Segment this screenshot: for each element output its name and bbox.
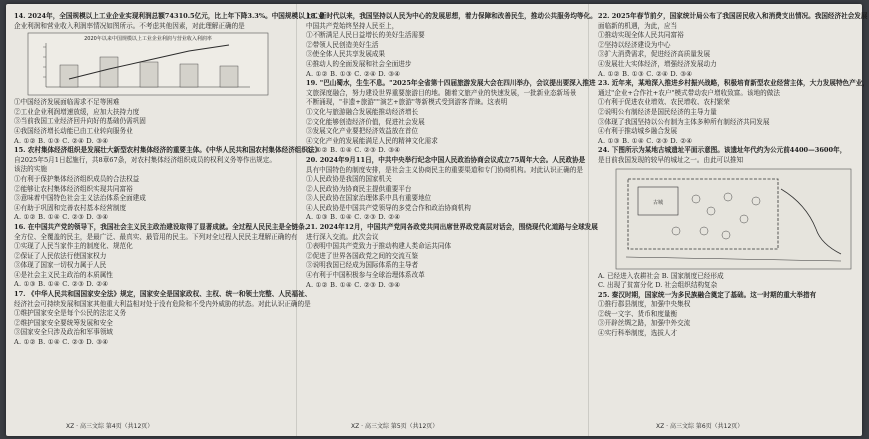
- question-stem: 20. 2024年9月11日，中共中央举行纪念中国人民政治协商会议成立75周年大会。人民政协是: [306, 155, 586, 164]
- question-stem: 24. 下图所示为某地古城遗址平面示意图。该遗址年代约为公元前4400—3600年，: [598, 146, 847, 155]
- answer-choices: A. ①② B. ①③ C. ②④ D. ③④: [598, 69, 693, 78]
- option-line: ②工业企业利润增速放缓，应加大扶持力度: [14, 107, 140, 116]
- option-line: ④实行科举制度，选拔人才: [598, 329, 678, 338]
- option-line: ①不断满足人民日益增长的美好生活需要: [306, 31, 425, 40]
- option-line: ④我国经济增长动能已由工业转向服务业: [14, 126, 133, 135]
- page-footer: XZ · 高三文综 第4页（共12页）: [66, 423, 154, 430]
- question-stem: 17. 《中华人民共和国国家安全法》规定，国家安全是国家政权、主权、统一和领土完整、人民福祉、: [14, 290, 312, 299]
- option-line: ③意味着中国特色社会主义法治体系全面建成: [14, 194, 146, 203]
- text-line: 该法的实施: [14, 165, 47, 174]
- question-stem: 25. 秦汉时期，国家统一为多民族融合奠定了基础。这一时期的重大举措有: [598, 290, 817, 299]
- question-stem: 16. 在中国共产党的领导下，我国社会主义民主政治建设取得了显著成就。全过程人民民主是全链条、: [14, 222, 312, 231]
- bar: [140, 62, 158, 87]
- option-line: ④有利于推动城乡融合发展: [598, 127, 678, 136]
- option-line: A. 已经进入农耕社会 B. 国家制度已经形成: [598, 271, 724, 280]
- option-line: C. 出现了贫富分化 D. 社会组织结构复杂: [598, 281, 718, 290]
- option-line: ②能够让农村集体经济组织实现共同富裕: [14, 184, 133, 193]
- option-line: ②促进了世界各国政党之间的交流互鉴: [306, 251, 419, 260]
- option-line: ④文化产业的发展能满足人民的精神文化需求: [306, 136, 438, 145]
- option-line: ①推行郡县制度，加强中央集权: [598, 300, 691, 309]
- text-line: 通过"企业+合作社+农户"模式带动农户增收致富。该地的做法: [598, 88, 780, 97]
- text-line: 全方位、全覆盖的民主，是最广泛、最真实、最管用的民主。下列对全过程人民民主理解正确的有: [14, 232, 298, 241]
- option-line: ④有利于中国积极参与全球治理体系改革: [306, 271, 425, 280]
- option-line: ②坚持以经济建设为中心: [598, 40, 671, 49]
- option-line: ③说明我国已经成为国际体系的主导者: [306, 261, 419, 270]
- bar: [100, 57, 118, 87]
- text-line: 文旅深度融合，努力建设世界重要旅游目的地。随着文旅产业的快速发展，一批新业态新场景: [306, 88, 577, 97]
- profit-chart: [28, 33, 268, 95]
- question-stem: 22. 2025年春节前夕，国家统计局公布了我国居民收入和消费支出情况。我国经济社会发展: [598, 12, 868, 20]
- option-line: ④是社会主义民主政治的本质属性: [14, 270, 113, 279]
- option-line: ①中国经济发展面临需求不足等困难: [14, 98, 120, 107]
- option-line: ③体现了我国坚持以公有制为主体多种所有制经济共同发展: [598, 117, 770, 126]
- option-line: ③体现了国家一切权力属于人民: [14, 261, 107, 270]
- page-footer: XZ · 高三文综 第6页（共12页）: [656, 423, 744, 430]
- answer-choices: A. ①② B. ①④ C. ②③ D. ③④: [306, 146, 401, 155]
- answer-choices: A. ①③ B. ①④ C. ②③ D. ②④: [598, 136, 693, 145]
- option-line: ①推动实现全体人民共同富裕: [598, 31, 684, 40]
- question-stem: 18. 新时代以来，我国坚持以人民为中心的发展思想，着力保障和改善民生，推动公共服务均等化。: [306, 12, 597, 20]
- text-line: 经济社会可持续发展和国家其他重大利益相对处于没有危险和不受内外威胁的状态。对此认识正确的是: [14, 299, 311, 308]
- question-stem: 23. 近年来，某地深入推进乡村振兴战略，积极培育新型农业经营主体，大力发展特色产业，: [598, 79, 869, 88]
- text-line: 不断涌现，"非遗+旅游""演艺+旅游"等新模式受到游客青睐。这表明: [306, 98, 508, 107]
- question-stem: 21. 2024年12月，中国共产党同各政党共同出席世界政党高层对话会，围绕现代化道路与全球发展: [306, 223, 598, 232]
- option-line: ②文化能够创造经济价值，促进社会发展: [306, 117, 425, 126]
- answer-choices: A. ①③ B. ①④ C. ②③ D. ②④: [14, 280, 109, 289]
- option-line: ④发展壮大实体经济，增强经济发展动力: [598, 59, 717, 68]
- option-line: ③扩大消费需求，促进经济高质量发展: [598, 50, 711, 59]
- option-line: ①文化与旅游融合发展能推动经济增长: [306, 107, 419, 116]
- answer-choices: A. ①② B. ①④ C. ②③ D. ③④: [306, 280, 401, 289]
- page-divider: [588, 4, 589, 436]
- chart-svg: [28, 33, 268, 95]
- bar: [220, 66, 238, 87]
- option-line: ④推动人的全面发展和社会全面进步: [306, 59, 412, 68]
- exam-page: [6, 4, 869, 436]
- text-line: 自2025年5月1日起施行，共8章67条，对农村集体经济组织成员的权利义务等作出规定。: [14, 155, 276, 164]
- option-line: ①人民政协是我国的国家机关: [306, 175, 392, 184]
- text-line: 具有中国特色的制度安排，是社会主义协商民主的重要渠道和专门协商机构。对此认识正确的是: [306, 165, 583, 174]
- chart-title: 2020年以来中国规模以上工业企业利润与营业收入利润率: [84, 36, 212, 43]
- page-column-1: [14, 12, 325, 422]
- page-column-2: [306, 12, 598, 422]
- option-line: ④人民政协是中国共产党领导的多党合作和政治协商机构: [306, 203, 471, 212]
- answer-choices: A. ①② B. ①④ C. ②③ D. ③④: [14, 338, 109, 347]
- site-map-svg: [616, 169, 851, 269]
- option-line: ②维护国家安全要统筹发展和安全: [14, 318, 113, 327]
- option-line: ①实现了人民当家作主的制度化、规范化: [14, 242, 133, 251]
- text-line: 进行深入交流。此次会议: [306, 232, 379, 241]
- option-line: ③人民政协在国家治理体系中具有重要地位: [306, 194, 432, 203]
- answer-choices: A. ①② B. ①③ C. ②④ D. ③④: [306, 69, 401, 78]
- text-line: 面临新的机遇，为此，应当: [598, 21, 678, 30]
- page-footer: XZ · 高三文综 第5页（共12页）: [351, 423, 439, 430]
- option-line: ①有利于保护集体经济组织成员的合法权益: [14, 174, 140, 183]
- option-line: ③当前我国工业经济回升向好的基础仍需巩固: [14, 117, 146, 126]
- option-line: ③发展文化产业要把经济效益放在首位: [306, 127, 419, 136]
- option-line: ②带领人民创造美好生活: [306, 40, 379, 49]
- answer-choices: A. ①② B. ①④ C. ②③ D. ③④: [14, 213, 109, 222]
- option-line: ②保证了人民依法行使国家权力: [14, 251, 107, 260]
- site-map: [616, 169, 851, 269]
- option-line: ③使全体人民共享发展成果: [306, 50, 386, 59]
- option-line: ③开辟丝绸之路，加强中外交流: [598, 319, 691, 328]
- option-line: ①维护国家安全是每个公民的法定义务: [14, 309, 127, 318]
- option-line: ①有利于促进农业增效、农民增收、农村繁荣: [598, 98, 730, 107]
- text-line: 中国共产党始终坚持人民至上，: [306, 21, 399, 30]
- page-column-3: [598, 12, 869, 422]
- bar: [60, 65, 78, 87]
- answer-choices: A. ①② B. ①③ C. ②④ D. ③④: [14, 136, 109, 145]
- map-label: 古城: [652, 199, 664, 206]
- question-stem: 19. "巴山蜀水，生生不息。"2025年全省第十四届旅游发展大会在四川举办，会议提出要深入推进: [306, 79, 596, 88]
- text-line: 企业利润和营业收入利润率情况如图所示。不考虑其他因素，对此理解正确的是: [14, 21, 245, 30]
- answer-choices: A. ①③ B. ①④ C. ②③ D. ②④: [306, 213, 401, 222]
- question-stem: 15. 农村集体经济组织是发展壮大新型农村集体经济的重要主体。《中华人民共和国农村集体经济组织法》: [14, 146, 322, 155]
- option-line: ①表明中国共产党致力于推动构建人类命运共同体: [306, 242, 452, 251]
- text-line: 是目前我国发现的较早的城址之一。由此可以推知: [598, 155, 744, 164]
- option-line: ②说明公有制经济是国民经济的主导力量: [598, 107, 717, 116]
- option-line: ②人民政协为协商民主提供重要平台: [306, 184, 412, 193]
- bar: [180, 64, 198, 87]
- question-stem: 14. 2024年，全国规模以上工业企业实现利润总额74310.5亿元，比上年下降3.3%。中国规模以上工业: [14, 12, 325, 20]
- option-line: ③国家安全只涉及政治和军事领域: [14, 328, 113, 337]
- option-line: ④有助于巩固和完善农村基本经营制度: [14, 203, 127, 212]
- page-divider: [296, 4, 297, 436]
- option-line: ②统一文字、货币和度量衡: [598, 309, 678, 318]
